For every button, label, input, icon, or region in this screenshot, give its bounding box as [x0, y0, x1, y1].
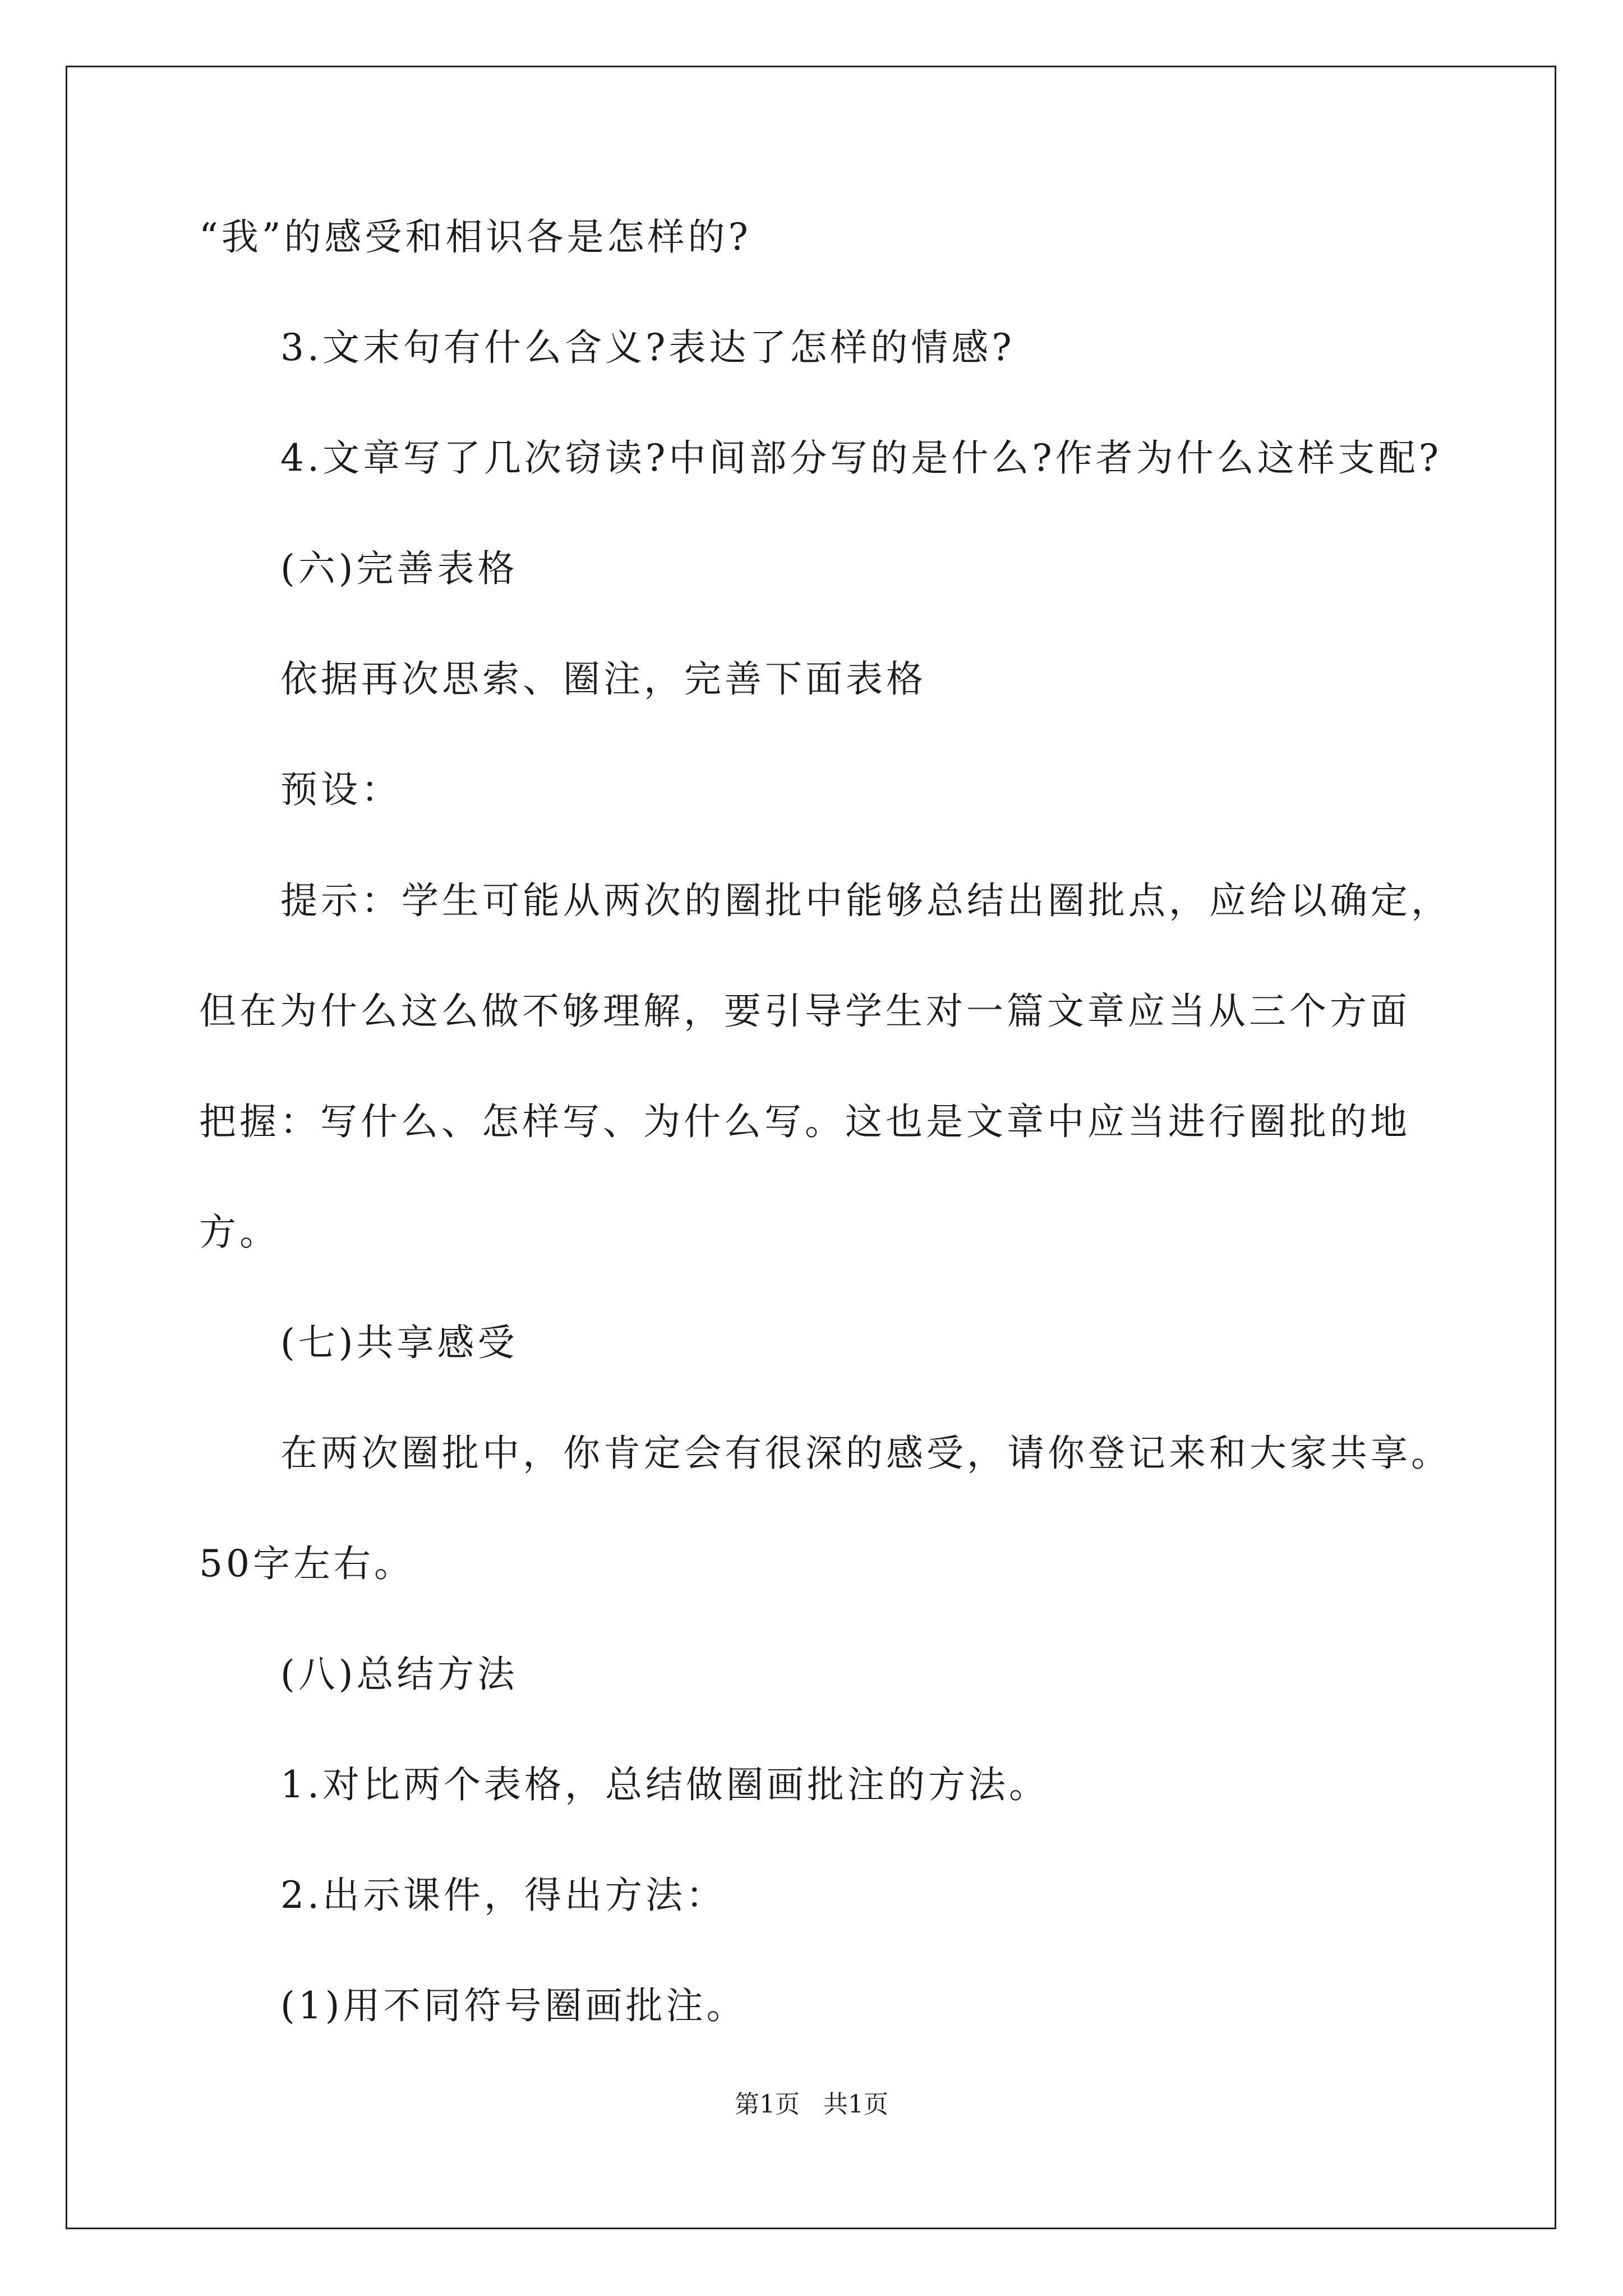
text-line-7: 提示：学生可能从两次的圈批中能够总结出圈批点，应给以确定，: [280, 879, 1451, 922]
text-line-1: “我”的感受和相识各是怎样的?: [199, 215, 751, 259]
page-number-footer: 第1页 共1页: [735, 2090, 888, 2119]
text-line-9: 把握：写什么、怎样写、为什么写。这也是文章中应当进行圈批的地: [199, 1100, 1410, 1143]
section-heading-8: (八)总结方法: [280, 1653, 518, 1696]
text-line-8: 但在为什么这么做不够理解，要引导学生对一篇文章应当从三个方面: [199, 990, 1410, 1033]
text-line-12: 在两次圈批中，你肯定会有很深的感受，请你登记来和大家共享。: [280, 1432, 1451, 1475]
text-line-16: 2.出示课件，得出方法：: [280, 1874, 726, 1917]
text-line-5: 依据再次思索、圈注，完善下面表格: [280, 657, 926, 701]
text-line-2: 3.文末句有什么含义?表达了怎样的情感?: [280, 326, 1015, 369]
section-heading-6: (六)完善表格: [280, 547, 518, 590]
text-line-17: (1)用不同符号圈画批注。: [280, 1984, 747, 2027]
text-line-6: 预设：: [280, 768, 402, 811]
section-heading-7: (七)共享感受: [280, 1321, 518, 1364]
text-line-15: 1.对比两个表格，总结做圈画批注的方法。: [280, 1763, 1049, 1806]
text-line-10: 方。: [199, 1211, 280, 1254]
text-line-3: 4.文章写了几次窃读?中间部分写的是什么?作者为什么这样支配?: [280, 436, 1442, 480]
text-line-13: 50字左右。: [199, 1542, 414, 1585]
